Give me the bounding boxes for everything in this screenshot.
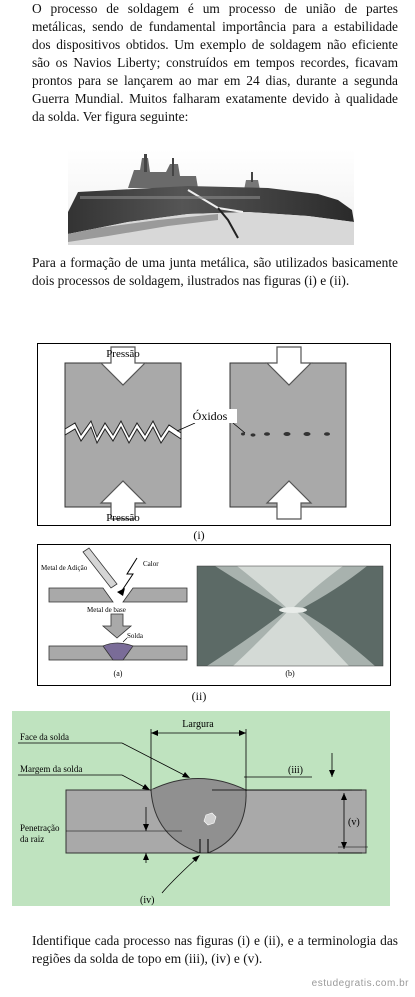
width-label: Largura	[182, 719, 214, 730]
pressure-top-label: Pressão	[106, 348, 140, 360]
liberty-ship-photo	[68, 150, 354, 245]
figure-i-caption: (i)	[193, 528, 205, 542]
root-penetration-label-1: Penetração	[20, 823, 60, 833]
processes-paragraph: Para a formação de uma junta metálica, são utilizados basicamente dois processos de soldagem, ilustrados nas figuras (i) e (ii).	[32, 255, 398, 288]
figure-i-pressure-welding	[37, 343, 391, 526]
site-watermark: estudegratis.com.br	[311, 978, 409, 989]
label-a: (a)	[113, 669, 123, 678]
weld-face-label: Face da solda	[20, 732, 69, 742]
filler-metal-label: Metal de Adição	[41, 564, 88, 572]
figure-ii-fusion-welding	[37, 544, 391, 686]
question-paragraph: Identifique cada processo nas figuras (i) e (ii), e a terminologia das regiões da solda de topo em (iii), (iv) e (v).	[32, 933, 398, 966]
pressure-bottom-label: Pressão	[106, 512, 140, 524]
label-iii: (iii)	[288, 765, 303, 776]
label-b: (b)	[285, 669, 295, 678]
label-v: (v)	[348, 817, 360, 828]
label-iv: (iv)	[140, 895, 155, 906]
weld-margin-label: Margem da solda	[20, 764, 83, 774]
root-penetration-label-2: da raiz	[20, 834, 45, 844]
intro-paragraph: O processo de soldagem é um processo de união de partes metálicas, sendo de fundamental importância para a estabilidade dos dispositivos obtidos. Um exemplo de soldagem não eficiente são os Navios Liberty; construídos em tempos recordes, ficavam prontos para se lançarem ao mar em 24 dias, durante a segunda Guerra Mundial. Muitos falharam exatamente devido à qualidade da solda. Ver figura seguinte:	[32, 1, 398, 124]
heat-label: Calor	[143, 560, 159, 568]
base-metal-label: Metal de base	[87, 606, 126, 614]
weld-label: Solda	[127, 632, 143, 640]
figure-ii-caption: (ii)	[191, 689, 207, 703]
figure-iii-butt-weld-terminology	[12, 711, 390, 906]
oxides-label: Óxidos	[192, 409, 228, 423]
